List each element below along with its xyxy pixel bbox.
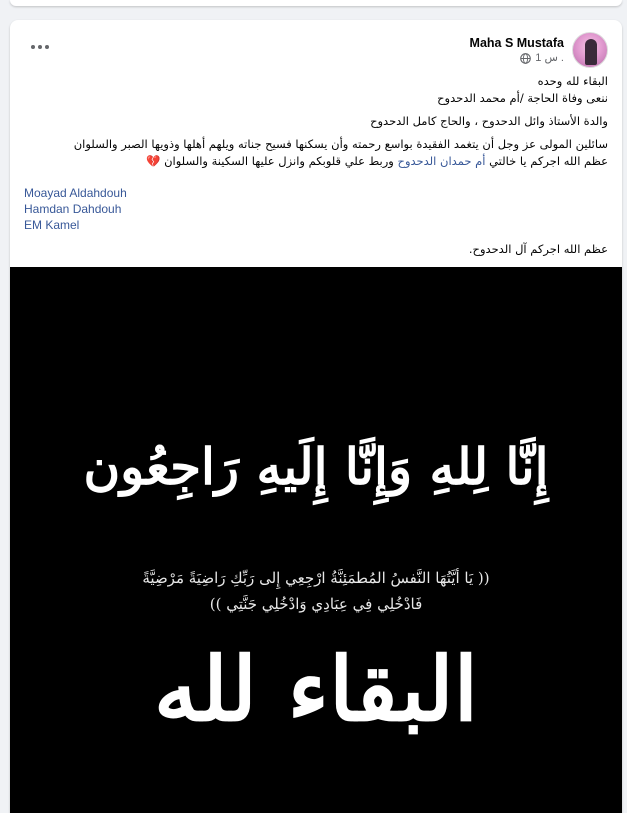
more-dot-icon [45, 45, 49, 49]
post-image[interactable] [10, 267, 622, 813]
post-body-line: والدة الأستاذ وائل الدحدوح ، والحاج كامل الدحدوح [370, 114, 608, 128]
tag-link[interactable]: Moayad Aldahdouh [24, 186, 127, 200]
post-body-line [18, 153, 608, 170]
post-meta [470, 51, 564, 65]
tagged-people [24, 185, 127, 233]
post-body-line: سائلين المولى عز وجل أن يتغمد الفقيدة بواسع رحمته وأن يسكنها فسيح جناته ويلهم أهلها وذويها الصبر والسلوان [73, 137, 608, 151]
post-header-text [470, 35, 564, 65]
post-card [10, 20, 622, 813]
image-condolence-text: البقاء لله [153, 637, 479, 741]
previous-post-card [10, 0, 622, 6]
post-body-text: وربط علي قلوبكم وانزل عليها السكينة والسلوان [164, 154, 394, 168]
more-dot-icon [38, 45, 42, 49]
globe-icon [520, 53, 531, 64]
post-body-line: ننعى وفاة الحاجة /أم محمد الدحدوح [437, 91, 608, 105]
image-verse-line: فَادْخُلِي فِي عِبَادِي وَادْخُلِي جَنَّتِي )) [209, 595, 423, 613]
author-name[interactable]: Maha S Mustafa [469, 36, 564, 50]
avatar[interactable] [572, 32, 608, 68]
image-verse-line: (( يَا أيَّتُهَا النَّفسُ المُطمَئِنَّةُ ارْجِعِي إِلى رَبِّكِ رَاضِيَةً مَرْضِيَّةً [142, 569, 490, 587]
post-body-line: البقاء لله وحده [537, 74, 608, 88]
tag-link[interactable]: EM Kamel [24, 218, 80, 232]
post-time[interactable]: 1 س . [535, 52, 564, 64]
post-body-text: عظم الله اجركم يا خالتي [489, 154, 608, 168]
avatar-figure [585, 39, 597, 65]
more-options-button[interactable] [24, 36, 56, 58]
closing-text: عظم الله اجركم آل الدحدوح. [468, 242, 608, 256]
post-header [470, 30, 608, 70]
tag-link[interactable]: Hamdan Dahdouh [24, 202, 122, 216]
post-body [18, 73, 608, 170]
broken-heart-icon: 💔 [146, 154, 161, 168]
more-dot-icon [31, 45, 35, 49]
image-verse-title: إِنَّا لِلهِ وَإِنَّا إِلَيهِ رَاجِعُون [83, 437, 549, 496]
mention-link[interactable]: أم حمدان الدحدوح [397, 154, 486, 168]
